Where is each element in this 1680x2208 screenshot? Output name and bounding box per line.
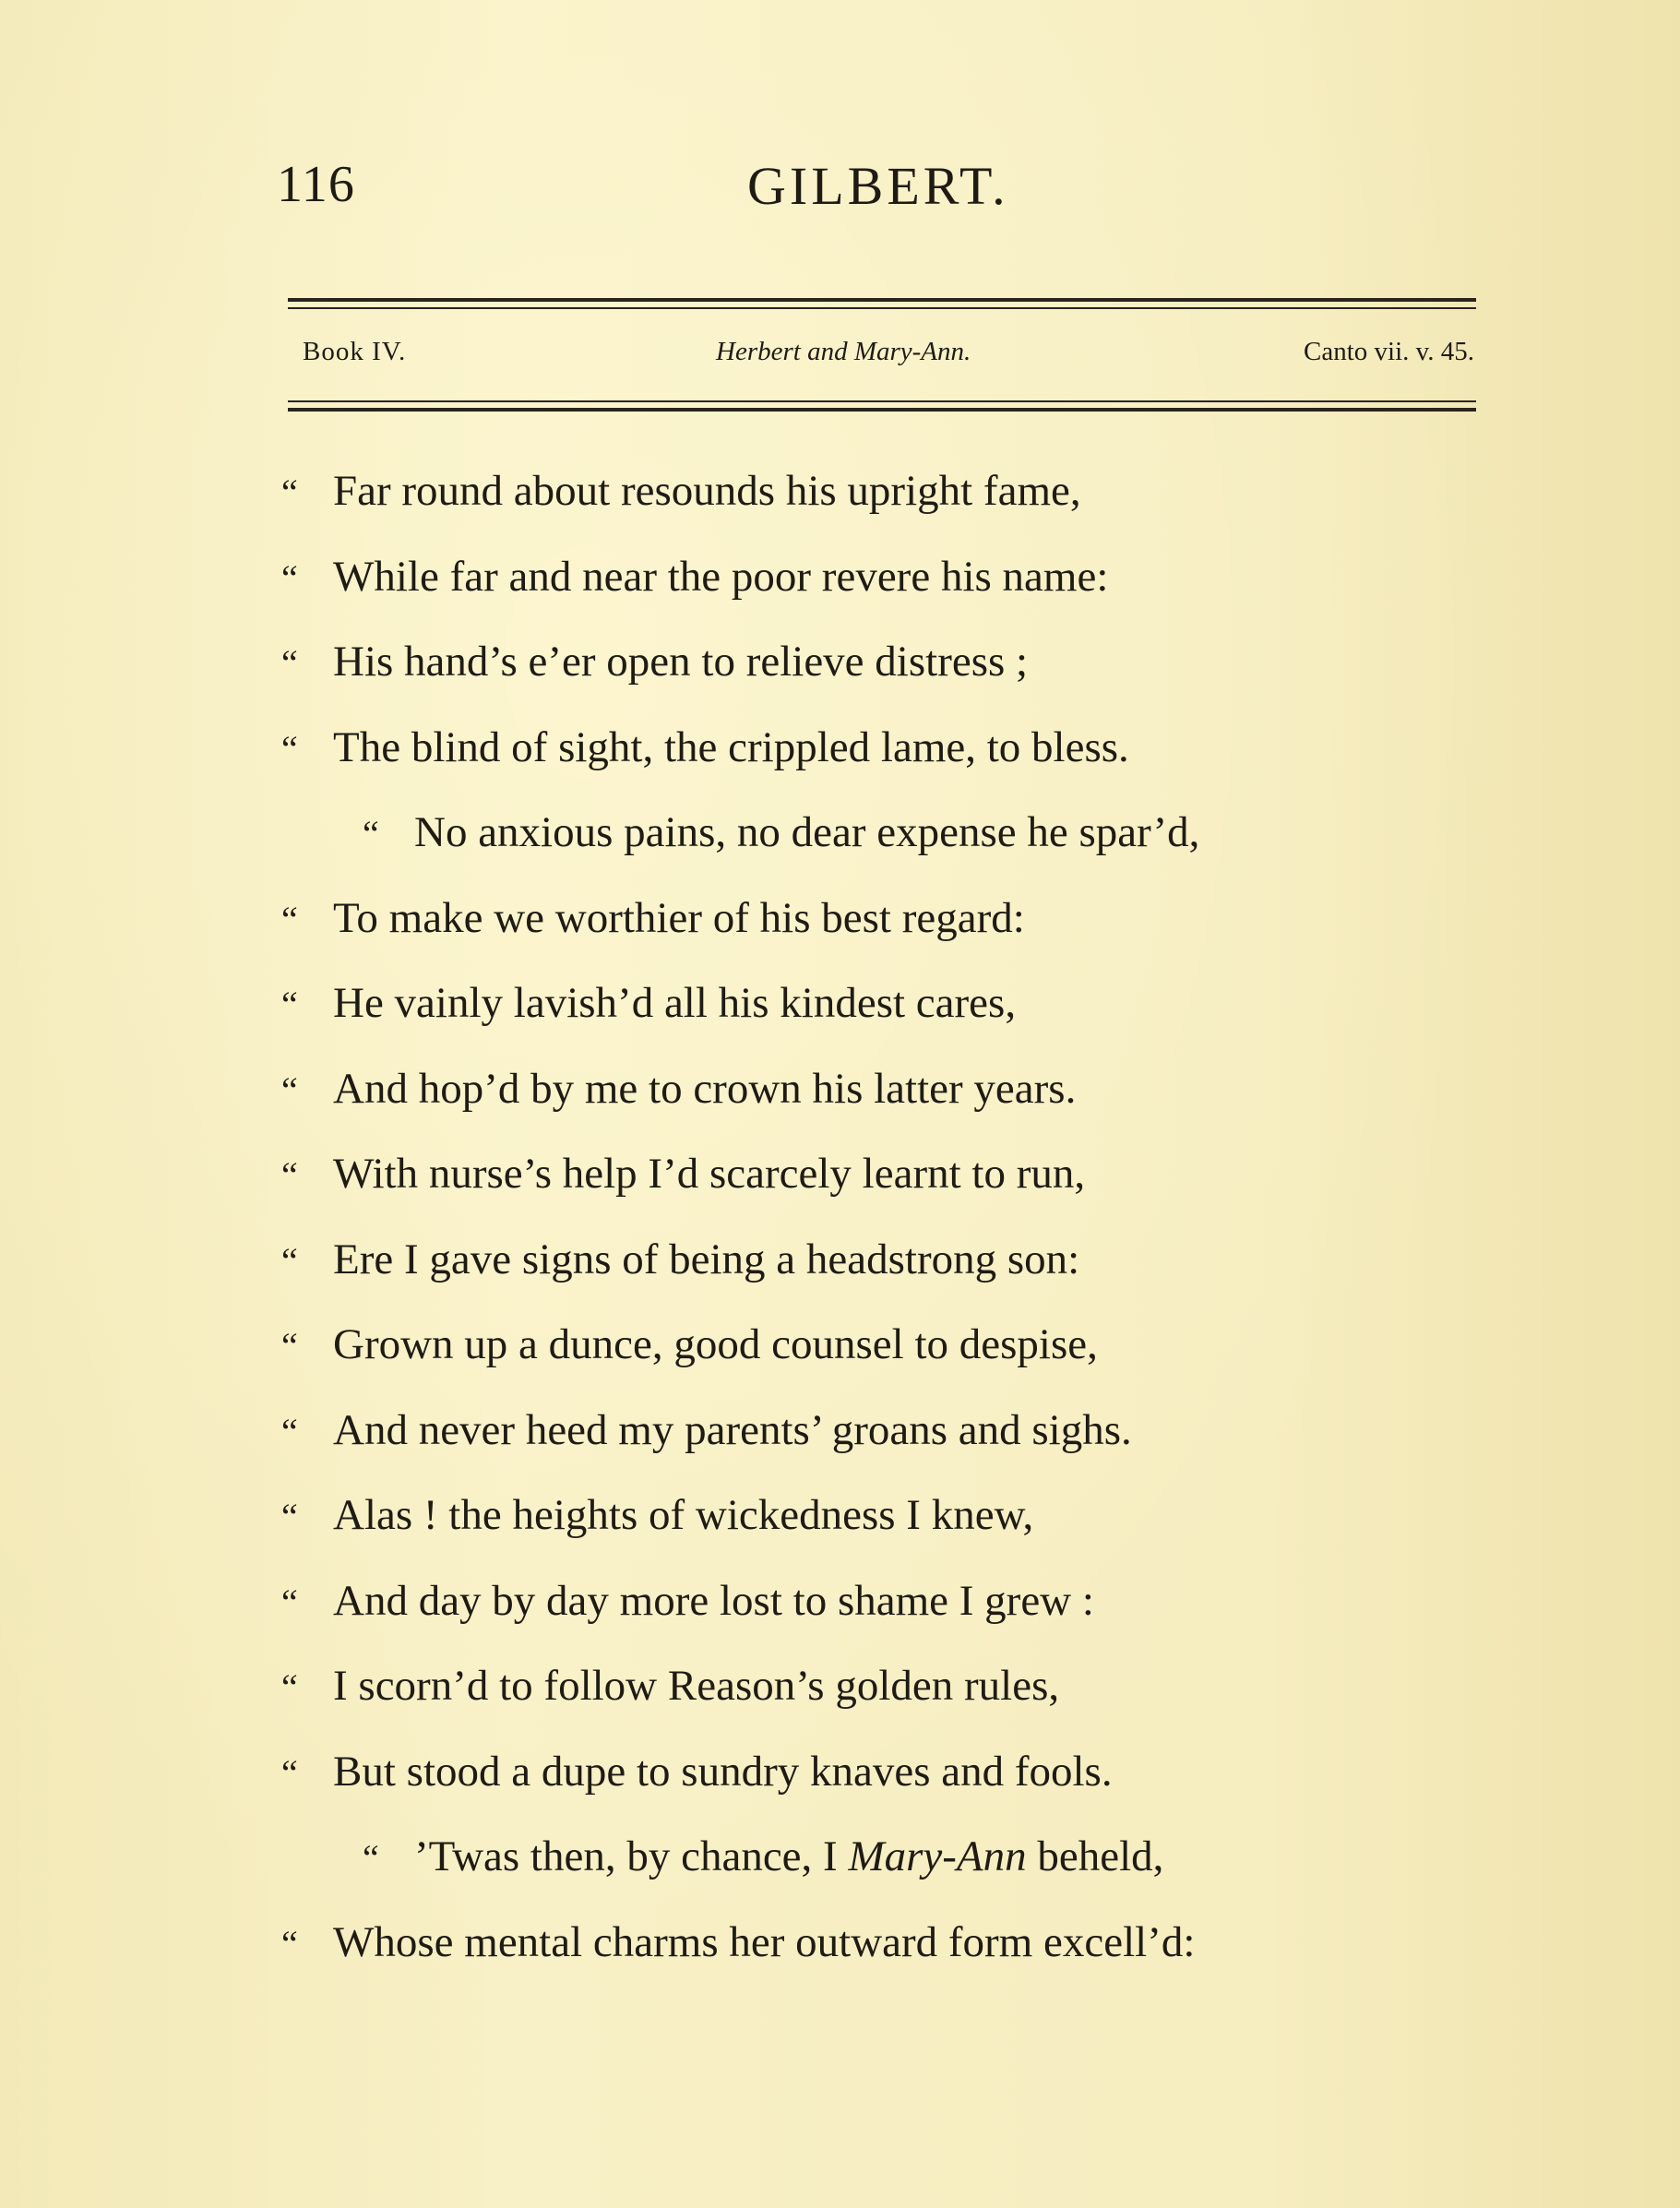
quote-mark: “ (281, 556, 298, 599)
verse-text: His hand’s e’er open to relieve distress ; (333, 638, 1029, 686)
verse-block (281, 466, 1481, 2002)
verse-text: He vainly lavish’d all his kindest cares, (333, 979, 1017, 1027)
verse-line (281, 1319, 1481, 1405)
header-rule-thin (288, 307, 1476, 309)
quote-mark: “ (281, 1154, 298, 1196)
quote-mark: “ (281, 1496, 298, 1537)
verse-line (281, 1747, 1481, 1832)
quote-mark: “ (281, 1581, 298, 1623)
verse-text: Whose mental charms her outward form excell’d: (333, 1917, 1196, 1966)
quote-mark: “ (281, 1068, 298, 1111)
verse-text: I scorn’d to follow Reason’s golden rules, (333, 1662, 1060, 1710)
section-subheader (295, 337, 1476, 383)
verse-text: Grown up a dunce, good counsel to despise, (333, 1320, 1098, 1368)
verse-line (281, 637, 1481, 722)
quote-mark: “ (281, 1239, 298, 1282)
verse-line (281, 978, 1481, 1064)
verse-line-indented (281, 1832, 1481, 1917)
verse-text-start: ’Twas then, by chance, I (414, 1832, 838, 1880)
verse-line (281, 1917, 1481, 2003)
verse-text: Ere I gave signs of being a headstrong son: (333, 1235, 1080, 1283)
quote-mark: “ (281, 1922, 298, 1964)
verse-line (281, 1064, 1481, 1150)
verse-text (414, 1832, 1163, 1881)
verse-text: To make we worthier of his best regard: (333, 893, 1025, 942)
verse-line (281, 893, 1481, 979)
verse-text: The blind of sight, the crippled lame, to bless. (333, 722, 1129, 771)
book-label: Book IV. (303, 337, 407, 366)
quote-mark: “ (281, 1325, 298, 1367)
quote-mark: “ (281, 642, 298, 684)
verse-line (281, 1405, 1481, 1491)
verse-text: Alas ! the heights of wickedness I knew, (333, 1491, 1034, 1539)
verse-text: And day by day more lost to shame I grew : (333, 1576, 1094, 1625)
verse-line (281, 722, 1481, 808)
running-head (277, 155, 1199, 238)
verse-line (281, 1235, 1481, 1320)
verse-line-indented (281, 807, 1481, 893)
canto-label: Canto vii. v. 45. (1303, 337, 1474, 366)
quote-mark: “ (281, 1751, 298, 1794)
verse-text: But stood a dupe to sundry knaves and fools. (333, 1747, 1113, 1796)
verse-text-end: beheld, (1037, 1832, 1164, 1880)
verse-text: Far round about resounds his upright fame, (333, 467, 1081, 515)
character-name: Mary-Ann (848, 1832, 1027, 1880)
verse-text: With nurse’s help I’d scarcely learnt to run, (333, 1150, 1086, 1198)
header-rule-thick (288, 298, 1476, 302)
quote-mark: “ (281, 984, 298, 1025)
quote-mark: “ (281, 1410, 298, 1452)
verse-text: And hop’d by me to crown his latter years. (333, 1064, 1077, 1113)
quote-mark: “ (281, 727, 298, 770)
subheader-rule-thick (288, 408, 1476, 412)
verse-line (281, 1149, 1481, 1235)
subheader-rule-thin (288, 400, 1476, 402)
verse-text: While far and near the poor revere his name: (333, 552, 1109, 601)
verse-line (281, 1490, 1481, 1576)
section-title: Herbert and Mary-Ann. (716, 337, 971, 366)
verse-line (281, 552, 1481, 638)
verse-text: And never heed my parents’ groans and sighs. (333, 1405, 1132, 1454)
verse-line (281, 1576, 1481, 1662)
verse-text: No anxious pains, no dear expense he spar’d, (414, 808, 1200, 856)
quote-mark: “ (281, 898, 298, 940)
quote-mark: “ (281, 1666, 298, 1708)
quote-mark: “ (281, 471, 298, 513)
verse-line (281, 1661, 1481, 1747)
page-number: 116 (277, 156, 355, 213)
quote-mark: “ (363, 1837, 379, 1879)
verse-line (281, 466, 1481, 552)
quote-mark: “ (363, 813, 379, 854)
book-title: GILBERT. (747, 156, 1009, 216)
